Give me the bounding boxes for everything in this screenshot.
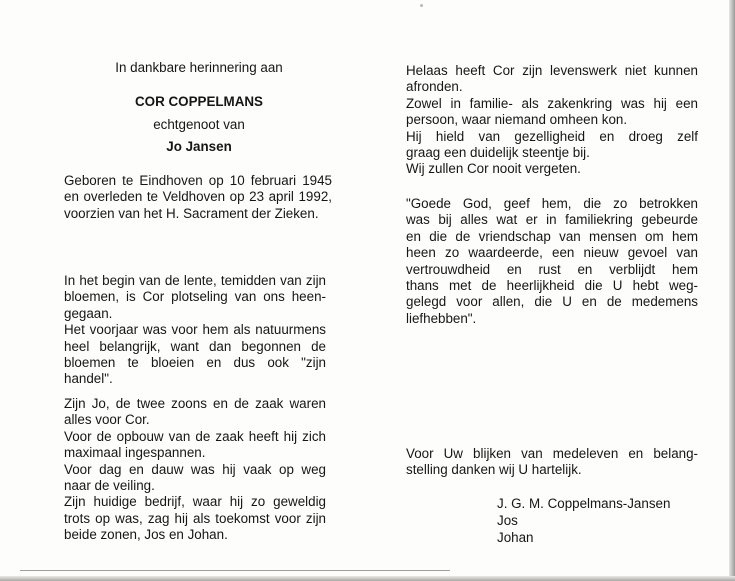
text-line: alles voor Cor. (64, 412, 150, 428)
text-line: bloemen, is Cor plotseling van ons heen- (64, 289, 326, 305)
text-line: stelling danken wij U hartelijk. (406, 462, 582, 478)
text-line: en die de vriendschap van mensen om hem (406, 228, 698, 244)
text-line: graag een duidelijk steentje bij. (406, 145, 590, 161)
text-line: liefhebben". (406, 310, 477, 326)
text-line: vertrouwdheid en rust en verblijdt hem (406, 261, 698, 277)
text-line: voorzien van het H. Sacrament der Zieken. (64, 205, 319, 221)
deceased-name: COR COPPELMANS (135, 94, 263, 109)
text-line: Zijn huidige bedrijf, waar hij zo geweldig (64, 494, 326, 510)
spouse-name: Jo Jansen (166, 139, 232, 154)
text-line: "Goede God, geef hem, die zo betrokken (406, 196, 698, 211)
signature-line: Jos (497, 513, 518, 528)
signature-line: Johan (497, 530, 534, 545)
text-line: Voor de opbouw van de zaak heeft hij zich (64, 428, 326, 444)
text-line: persoon, waar niemand omheen kon. (406, 112, 628, 128)
text-line: Voor dag en dauw was hij vaak op weg (64, 461, 326, 477)
scan-edge-line (20, 570, 450, 571)
text-line: Wij zullen Cor nooit vergeten. (406, 161, 581, 177)
card-edge-bottom (0, 576, 735, 581)
text-line: gelegd voor allen, die U en de medemens (406, 294, 698, 310)
text-line: heen zo waardeerde, een nieuw gevoel van (406, 245, 698, 261)
text-line: gegaan. (64, 305, 113, 321)
signature-line: J. G. M. Coppelmans-Jansen (497, 496, 671, 511)
text-line: beide zonen, Jos en Johan. (64, 527, 228, 543)
spring-paragraph (64, 273, 326, 388)
prayer-paragraph (406, 196, 698, 327)
text-line: In het begin van de lente, temidden van zijn (64, 273, 326, 288)
text-line: Geboren te Eindhoven op 10 februari 1945 (64, 173, 332, 188)
thanks-paragraph (406, 446, 698, 479)
text-line: afronden. (406, 79, 463, 95)
birth-death-block (64, 173, 332, 222)
text-line: Voor Uw blijken van medeleven en belang- (406, 446, 698, 461)
card-edge-right (729, 0, 735, 581)
text-line: maximaal ingespannen. (64, 445, 206, 461)
text-line: was bij alles wat er in familiekring gebeurde (406, 212, 698, 228)
text-line: naar de veiling. (64, 478, 155, 494)
text-line: thans met de heerlijkheid die U hebt weg- (406, 278, 698, 294)
intro-line: In dankbare herinnering aan (115, 60, 283, 75)
text-line: Zijn Jo, de twee zoons en de zaak waren (64, 396, 326, 411)
text-line: en overleden te Veldhoven op 23 april 1992, (64, 189, 332, 205)
text-line: bloemen te bloeien en dus ook "zijn handel". (64, 355, 326, 387)
text-line: trots op was, zag hij als toekomst voor zijn (64, 510, 326, 526)
family-paragraph (64, 396, 326, 544)
paper-speck (420, 4, 423, 7)
text-line: Zowel in familie- als zakenkring was hij een (406, 95, 698, 111)
text-line: Het voorjaar was voor hem als natuurmens (64, 322, 326, 338)
text-line: heel belangrijk, want dan begonnen de (64, 338, 326, 354)
text-line: Hij hield van gezelligheid en droeg zelf (406, 128, 698, 144)
relation-line: echtgenoot van (153, 117, 245, 132)
text-line: Helaas heeft Cor zijn levenswerk niet kunnen (406, 63, 698, 78)
legacy-paragraph (406, 63, 698, 178)
